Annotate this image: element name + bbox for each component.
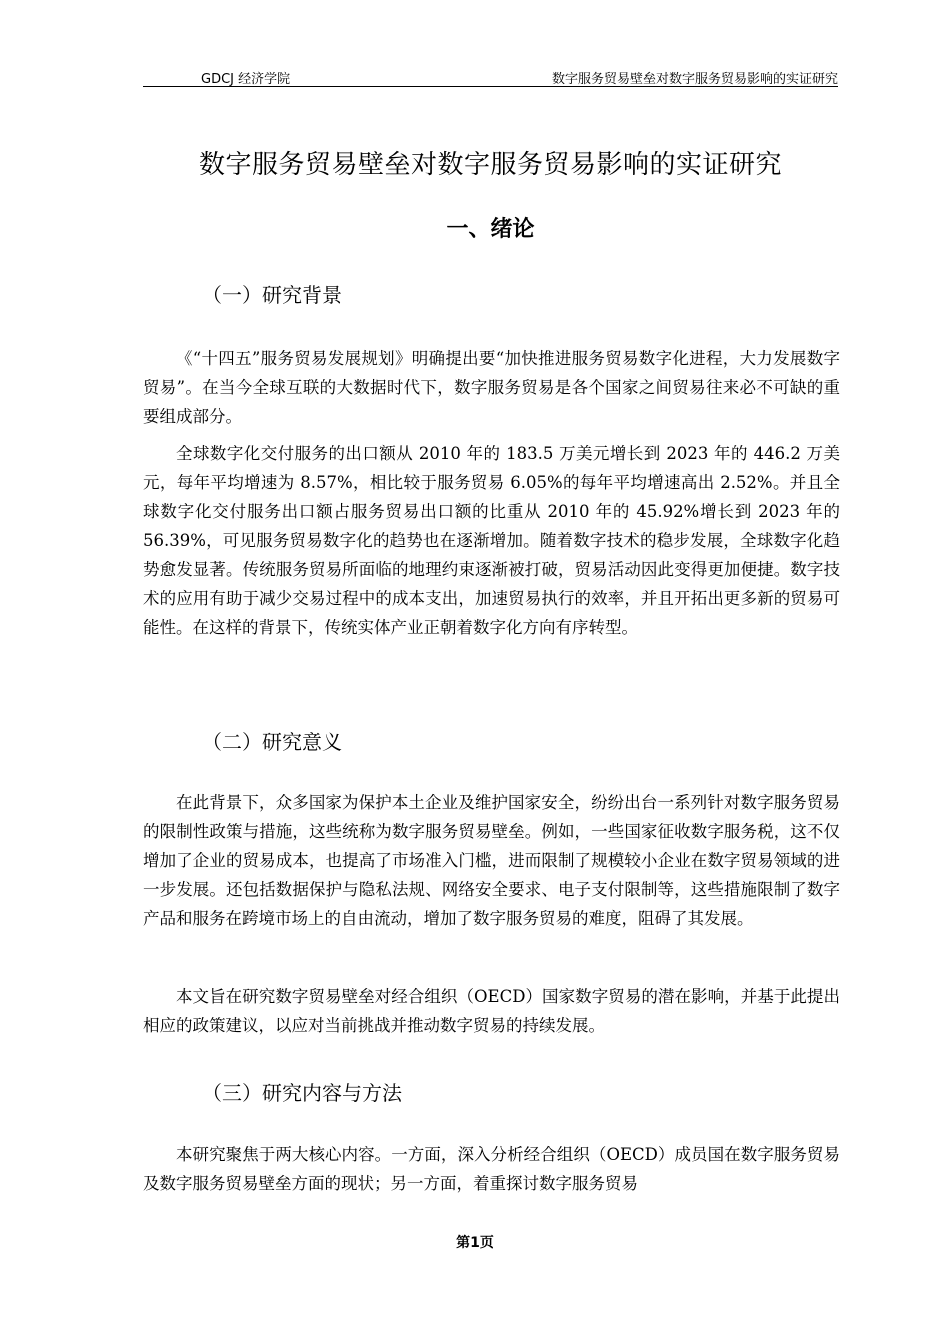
page-header bbox=[143, 66, 838, 87]
page-number: 第1页 bbox=[456, 1235, 494, 1251]
paragraph: 在此背景下，众多国家为保护本土企业及维护国家安全，纷纷出台一系列针对数字服务贸易的限制性政策与措施，这些统称为数字服务贸易壁垒。例如，一些国家征收数字服务税，这不仅增加了企业的贸易成本，也提高了市场准入门槛，进而限制了规模较小企业在数字贸易领域的进一步发展。还包括数据保护与隐私法规、网络安全要求、电子支付限制等，这些措施限制了数字产品和服务在跨境市场上的自由流动，增加了数字服务贸易的难度，阻碍了其发展。 bbox=[143, 793, 840, 928]
header-institution: GDCJ 经济学院 bbox=[201, 72, 291, 87]
section-heading-background: （一）研究背景 bbox=[202, 283, 342, 307]
section-heading-significance: （二）研究意义 bbox=[202, 730, 342, 754]
header-running-title: 数字服务贸易壁垒对数字服务贸易影响的实证研究 bbox=[551, 72, 838, 87]
paragraph: 《“十四五”服务贸易发展规划》明确提出要“加快推进服务贸易数字化进程，大力发展数字贸易”。在当今全球互联的大数据时代下，数字服务贸易是各个国家之间贸易往来必不可缺的重要组成部分。 bbox=[143, 349, 840, 426]
paragraph: 全球数字化交付服务的出口额从 2010 年的 183.5 万美元增长到 2023 年的 446.2 万美元，每年平均增速为 8.57%，相比较于服务贸易 6.05%的每年平均增速高出 2.52%。并且全球数字化交付服务出口额占服务贸易出口额的比重从 2010 年的 45.92%增长到 2023 年的 56.39%，可见服务贸易数字化的趋势也在逐渐增加。随着数字技术的稳步发展，全球数字化趋势愈发显著。传统服务贸易所面临的地理约束逐渐被打破，贸易活动因此变得更加便捷。数字技术的应用有助于减少交易过程中的成本支出，加速贸易执行的效率，并且开拓出更多新的贸易可能性。在这样的背景下，传统实体产业正朝着数字化方向有序转型。 bbox=[143, 444, 840, 637]
paragraph: 本文旨在研究数字贸易壁垒对经合组织（OECD）国家数字贸易的潜在影响，并基于此提出相应的政策建议，以应对当前挑战并推动数字贸易的持续发展。 bbox=[143, 987, 840, 1035]
chapter-heading: 一、绪论 bbox=[446, 217, 535, 242]
section-heading-content: （三）研究内容与方法 bbox=[202, 1081, 402, 1105]
document-title: 数字服务贸易壁垒对数字服务贸易影响的实证研究 bbox=[198, 150, 782, 180]
paragraph: 本研究聚焦于两大核心内容。一方面，深入分析经合组织（OECD）成员国在数字服务贸易及数字服务贸易壁垒方面的现状；另一方面，着重探讨数字服务贸易 bbox=[143, 1145, 840, 1193]
